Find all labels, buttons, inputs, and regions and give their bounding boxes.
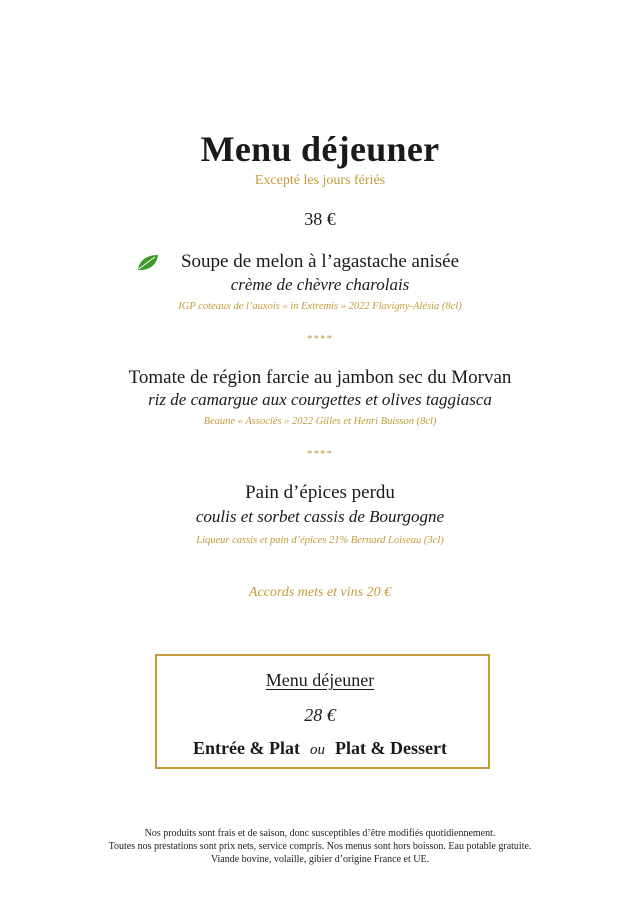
page-title: Menu déjeuner [200, 129, 440, 169]
course-1-wine: IGP coteaux de l’auxois « in Extremis » 2022 Flavigny-Alésia (8cl) [178, 301, 462, 312]
footer-note-freshness: Nos produits sont frais et de saison, donc susceptibles d’être modifiés quotidiennement. [144, 828, 496, 839]
formula-or: ou [310, 742, 325, 758]
course-2-description: riz de camargue aux courgettes et olives taggiasca [148, 390, 492, 409]
course-2-name: Tomate de région farcie au jambon sec du Morvan [128, 367, 512, 388]
course-3-name: Pain d’épices perdu [245, 482, 395, 503]
wine-pairing-price: Accords mets et vins 20 € [248, 585, 392, 600]
formula-price: 28 € [304, 705, 336, 725]
separator-1: **** [307, 333, 333, 345]
formula-option-starter-main: Entrée & Plat [193, 738, 300, 758]
footer-note-pricing: Toutes nos prestations sont prix nets, service compris. Nos menus sont hors boisson. Eau potable gratuite. [108, 841, 532, 852]
course-3-description: coulis et sorbet cassis de Bourgogne [195, 507, 445, 526]
footer-note-origin: Viande bovine, volaille, gibier d’origine France et UE. [210, 854, 430, 865]
formula-option-main-dessert: Plat & Dessert [335, 738, 447, 758]
menu-price: 38 € [304, 209, 336, 229]
formula-options [0, 738, 640, 759]
menu-subtitle: Excepté les jours fériés [254, 173, 386, 188]
course-1-description: crème de chèvre charolais [230, 275, 410, 294]
formula-title: Menu déjeuner [265, 670, 375, 690]
separator-2: **** [307, 448, 333, 460]
course-3-wine: Liqueur cassis et pain d’épices 21% Bernard Loiseau (3cl) [196, 535, 444, 546]
course-1-name: Soupe de melon à l’agastache anisée [180, 251, 460, 272]
course-2-wine: Beaune « Associés » 2022 Gilles et Henri Buisson (8cl) [203, 416, 437, 427]
